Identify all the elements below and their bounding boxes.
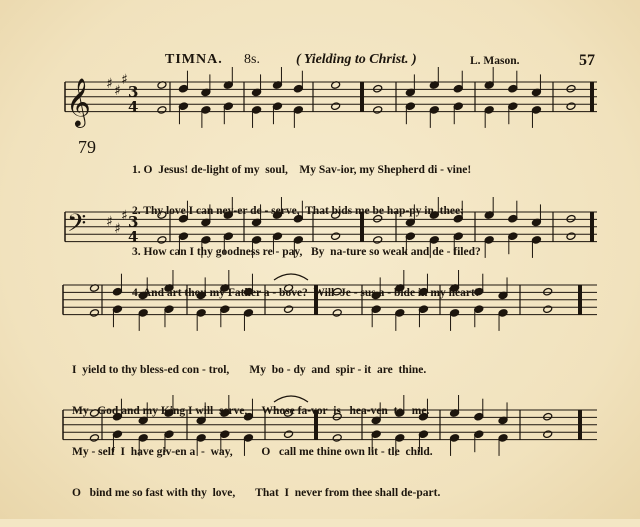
tune-name: TIMNA. bbox=[165, 52, 223, 67]
composer: L. Mason. bbox=[470, 55, 520, 67]
note-head bbox=[484, 236, 494, 245]
note-head bbox=[373, 84, 383, 93]
note-head bbox=[252, 106, 262, 115]
verse-line: 1. O Jesus! de-light of my soul, My Sav-ior, my Shepherd di - vine! bbox=[132, 164, 472, 177]
note-head bbox=[450, 434, 460, 443]
note-head bbox=[293, 106, 303, 115]
verse-line: O bind me so fast with thy love, That I never from thee shall de-part. bbox=[72, 486, 441, 499]
note-head bbox=[178, 84, 188, 93]
note-head bbox=[566, 232, 576, 241]
sharp-icon: ♯ bbox=[114, 221, 121, 237]
sharp-icon: ♯ bbox=[106, 76, 113, 92]
verse-line: I yield to thy bless-ed con - trol, My bo - dy and spir - it are thine. bbox=[72, 364, 427, 377]
verse-line: 4. And art thou my Father a - bove? Will Je - sus a - bide in my heart? bbox=[132, 286, 481, 299]
page-number: 57 bbox=[579, 52, 595, 69]
note-head bbox=[157, 106, 167, 115]
note-head bbox=[178, 102, 188, 111]
note-head bbox=[484, 106, 494, 115]
note-head bbox=[474, 412, 484, 421]
note-head bbox=[543, 430, 553, 439]
note-head bbox=[405, 102, 415, 111]
hymn-number: 79 bbox=[78, 137, 96, 157]
note-head bbox=[429, 106, 439, 115]
note-head bbox=[498, 309, 508, 318]
note-head bbox=[112, 287, 122, 296]
sharp-icon: ♯ bbox=[114, 83, 121, 99]
time-signature-digit: 4 bbox=[128, 98, 139, 116]
system2-lyrics bbox=[72, 337, 440, 527]
bass-clef-icon: 𝄢 bbox=[67, 209, 87, 244]
note-head bbox=[508, 84, 518, 93]
sharp-icon: ♯ bbox=[121, 72, 128, 88]
meter: 8s. bbox=[244, 52, 260, 67]
note-head bbox=[293, 84, 303, 93]
note-head bbox=[89, 309, 99, 318]
note-head bbox=[566, 102, 576, 111]
time-signature-digit: 4 bbox=[128, 228, 139, 246]
note-head bbox=[453, 102, 463, 111]
note-head bbox=[508, 232, 518, 241]
note-head bbox=[531, 106, 541, 115]
note-head bbox=[373, 106, 383, 115]
note-head bbox=[498, 434, 508, 443]
note-head bbox=[453, 84, 463, 93]
treble-clef-icon: 𝄞 bbox=[66, 77, 91, 126]
note-head bbox=[223, 102, 233, 111]
verse-line: 3. How can I thy goodness re - pay, By na-ture so weak and de - filed? bbox=[132, 245, 481, 258]
note-head bbox=[272, 102, 282, 111]
sharp-icon: ♯ bbox=[106, 214, 113, 230]
note-head bbox=[201, 106, 211, 115]
note-head bbox=[112, 305, 122, 314]
note-head bbox=[543, 412, 553, 421]
note-head bbox=[566, 84, 576, 93]
verse-line: My God and my King I will serve, Whose fa-vor is hea-ven to me. bbox=[72, 404, 430, 417]
system1-lyrics bbox=[132, 137, 481, 327]
note-head bbox=[474, 430, 484, 439]
note-head bbox=[531, 236, 541, 245]
hymn-subtitle: ( Yielding to Christ. ) bbox=[296, 52, 417, 67]
note-head bbox=[543, 287, 553, 296]
note-head bbox=[543, 305, 553, 314]
time-signature-digit: 3 bbox=[128, 83, 139, 101]
note-head bbox=[566, 214, 576, 223]
note-head bbox=[331, 102, 341, 111]
sharp-icon: ♯ bbox=[121, 208, 128, 224]
time-signature-digit: 3 bbox=[128, 213, 139, 231]
verse-line: 2. Thy love I can nev-er de - serve, That bids me be hap-py in thee; bbox=[132, 204, 464, 217]
verse-line: My - self I have giv-en a - way, O call me thine own lit - tle child. bbox=[72, 445, 433, 458]
note-head bbox=[508, 214, 518, 223]
note-head bbox=[508, 102, 518, 111]
